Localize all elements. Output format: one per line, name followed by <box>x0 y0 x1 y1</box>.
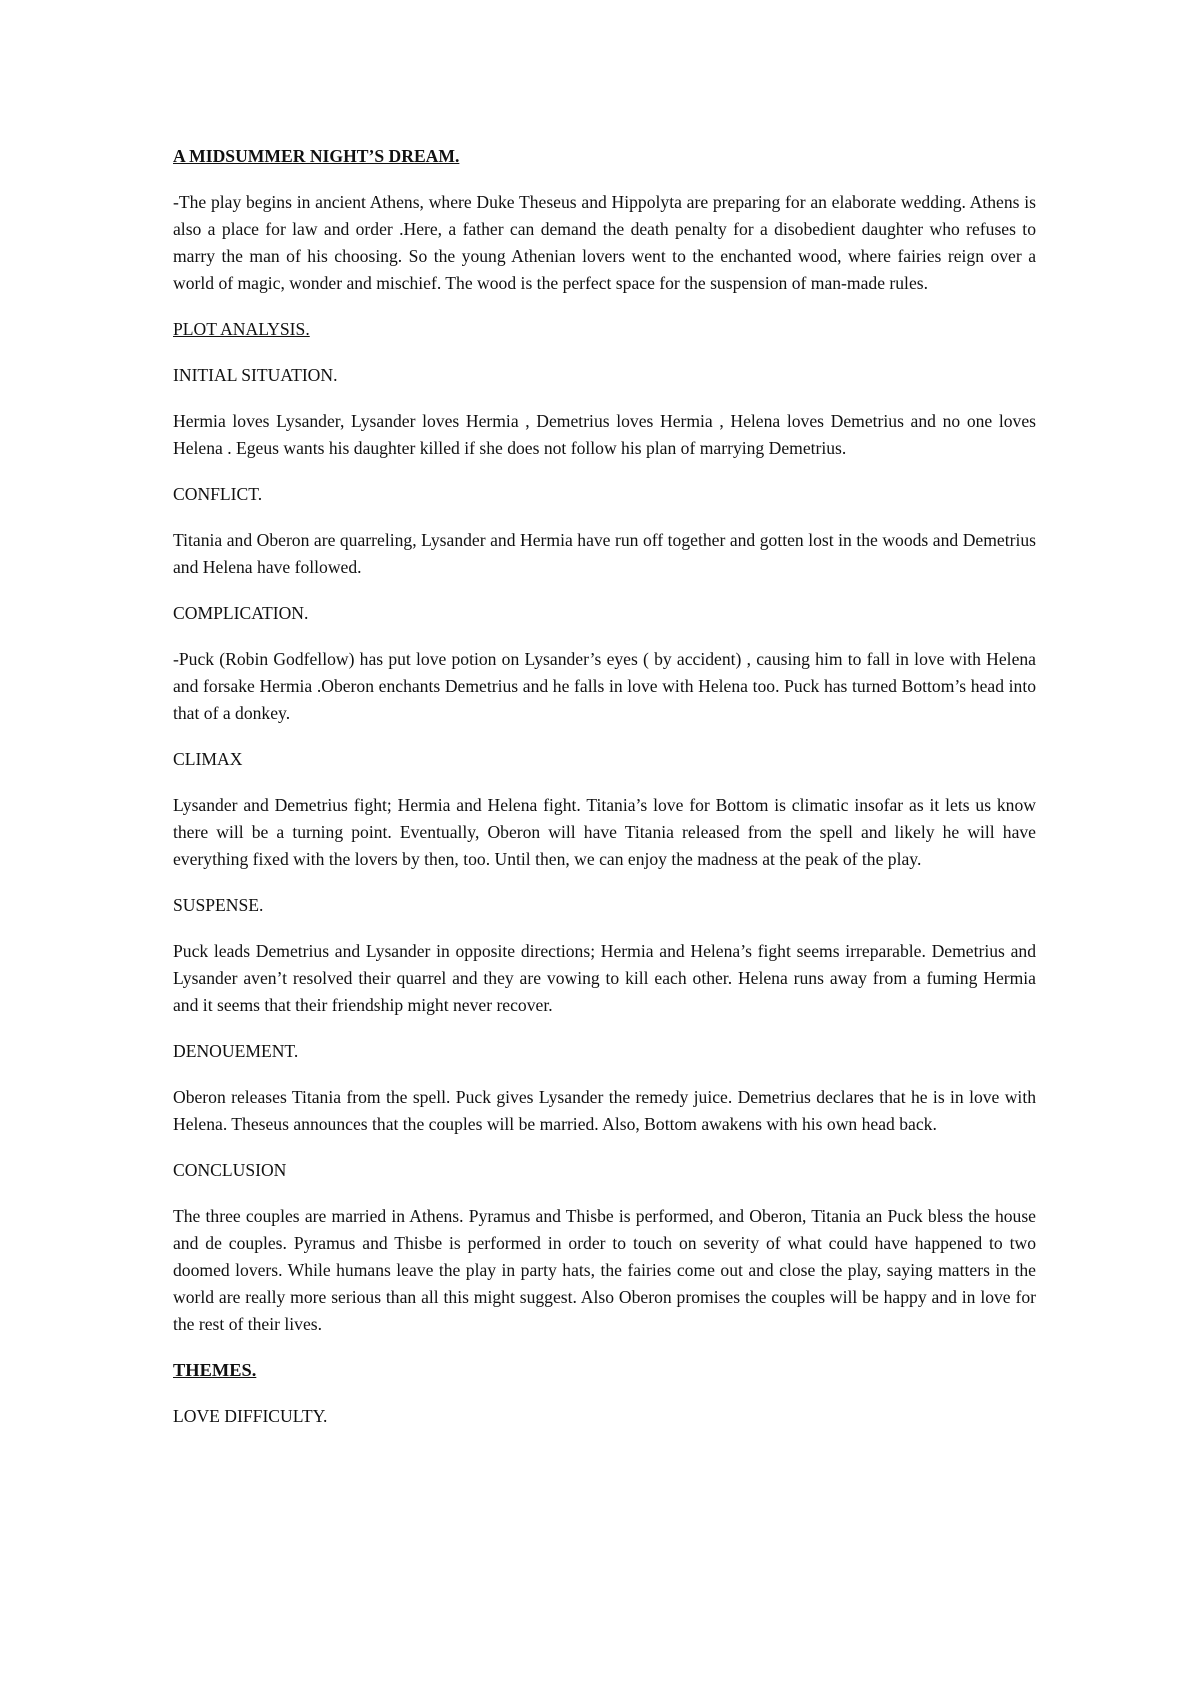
document-title: A MIDSUMMER NIGHT’S DREAM. <box>173 146 460 166</box>
initial-situation-heading: INITIAL SITUATION. <box>173 365 338 385</box>
complication-heading: COMPLICATION. <box>173 603 309 623</box>
love-difficulty-heading: LOVE DIFFICULTY. <box>173 1406 328 1426</box>
suspense-heading: SUSPENSE. <box>173 895 264 915</box>
intro-paragraph: -The play begins in ancient Athens, where Duke Theseus and Hippolyta are preparing for an elaborate wedding. Athens is also a place for law and order .Here, a father can demand the death penalty for a disobedient daughter who refuses to marry the man of his choosing. So the young Athenian lovers went to the enchanted wood, where fairies reign over a world of magic, wonder and mischief. The wood is the perfect space for the suspension of man-made rules. <box>173 192 1036 293</box>
denouement-heading: DENOUEMENT. <box>173 1041 299 1061</box>
conflict-heading: CONFLICT. <box>173 484 263 504</box>
denouement-text: Oberon releases Titania from the spell. Puck gives Lysander the remedy juice. Demetrius declares that he is in love with Helena. Theseus announces that the couples will be married. Also, Bottom awakens with his own head back. <box>173 1087 1036 1134</box>
plot-analysis-heading: PLOT ANALYSIS. <box>173 319 310 339</box>
suspense-text: Puck leads Demetrius and Lysander in opposite directions; Hermia and Helena’s fight seems irreparable. Demetrius and Lysander aven’t resolved their quarrel and they are vowing to kill each other. Helena runs away from a fuming Hermia and it seems that their friendship might never recover. <box>173 941 1036 1015</box>
conclusion-heading: CONCLUSION <box>173 1160 287 1180</box>
themes-heading: THEMES. <box>173 1360 257 1380</box>
initial-situation-text: Hermia loves Lysander, Lysander loves Hermia , Demetrius loves Hermia , Helena loves Demetrius and no one loves Helena . Egeus wants his daughter killed if she does not follow his plan of marrying Demetrius. <box>173 411 1036 458</box>
climax-heading: CLIMAX <box>173 749 243 769</box>
document-page <box>173 143 1036 1449</box>
climax-text: Lysander and Demetrius fight; Hermia and Helena fight. Titania’s love for Bottom is climatic insofar as it lets us know there will be a turning point. Eventually, Oberon will have Titania released from the spell and likely he will have everything fixed with the lovers by then, too. Until then, we can enjoy the madness at the peak of the play. <box>173 795 1036 869</box>
complication-text: -Puck (Robin Godfellow) has put love potion on Lysander’s eyes ( by accident) , causing him to fall in love with Helena and forsake Hermia .Oberon enchants Demetrius and he falls in love with Helena too. Puck has turned Bottom’s head into that of a donkey. <box>173 649 1036 723</box>
conflict-text: Titania and Oberon are quarreling, Lysander and Hermia have run off together and gotten lost in the woods and Demetrius and Helena have followed. <box>173 530 1036 577</box>
conclusion-text: The three couples are married in Athens. Pyramus and Thisbe is performed, and Oberon, Titania an Puck bless the house and de couples. Pyramus and Thisbe is performed in order to touch on severity of what could have happened to two doomed lovers. While humans leave the play in party hats, the fairies come out and close the play, saying matters in the world are really more serious than all this might suggest. Also Oberon promises the couples will be happy and in love for the rest of their lives. <box>173 1206 1036 1334</box>
